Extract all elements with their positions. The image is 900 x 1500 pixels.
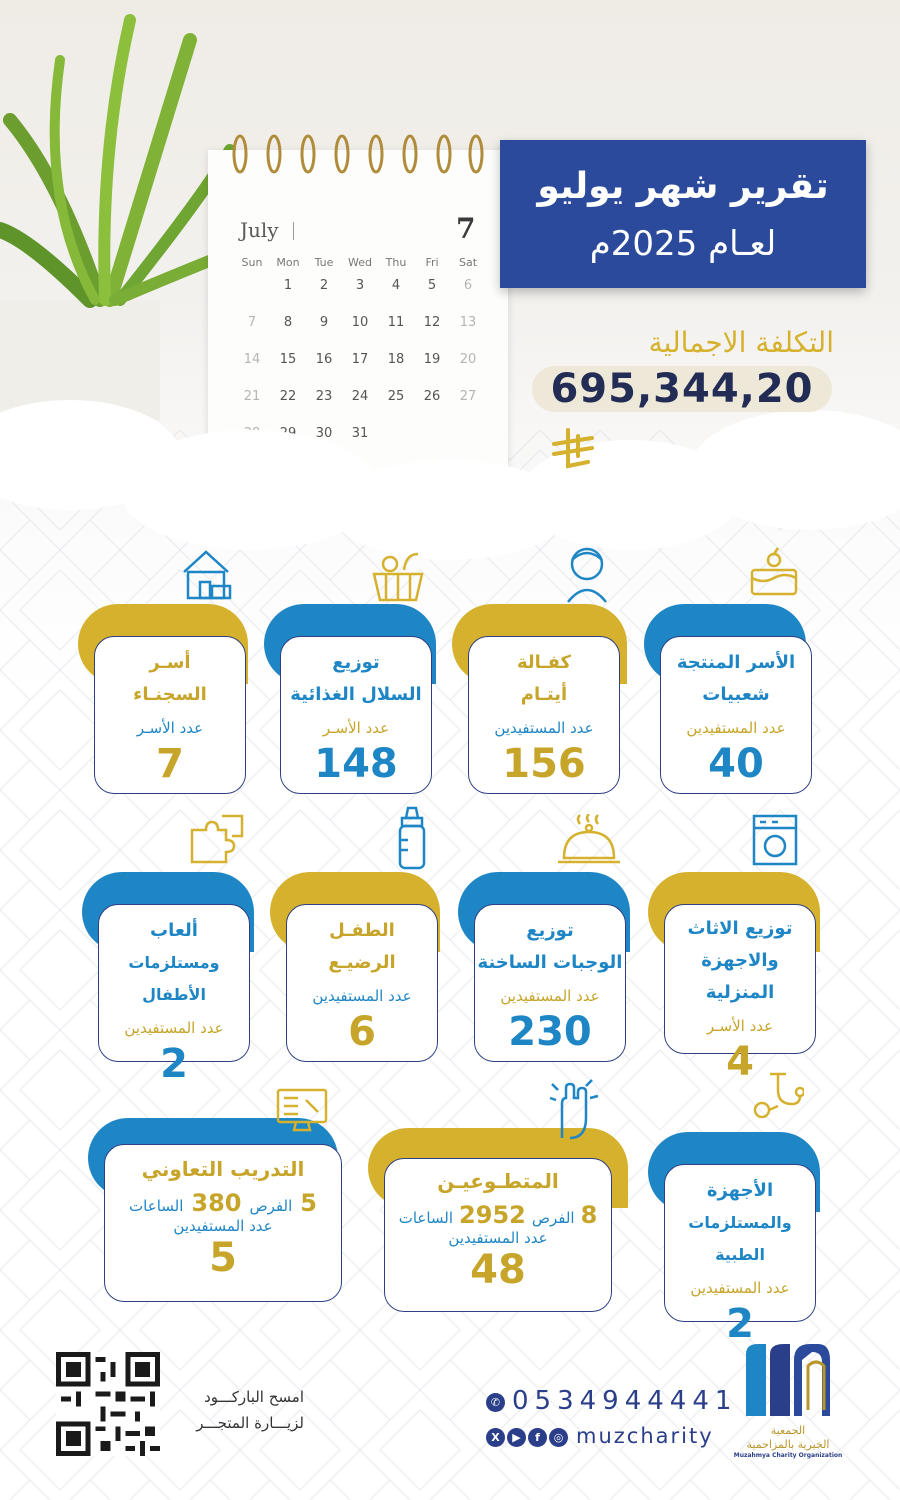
calendar-day: 4 [391,278,401,293]
card-front [94,636,246,794]
instagram-icon[interactable]: ◎ [549,1428,568,1447]
opps-label: الفرص [249,1197,293,1215]
qr-code[interactable] [56,1352,160,1456]
calendar-day [378,426,414,463]
card-subtitle: عدد المستفيدين [494,719,594,737]
calendar-day: 9 [319,315,329,330]
card-coop-training [88,1118,350,1318]
opps-value: 5 [300,1189,317,1217]
card-title: المتطـوعيـن [437,1169,559,1193]
calendar-week [234,389,504,426]
calendar-day: 31 [351,426,369,441]
card-value: 4 [726,1039,754,1085]
card-prisoner-families [78,604,260,804]
total-cost-label: التكلفة الاجمالية [648,326,834,359]
calendar-day: 15 [279,352,297,367]
card-hot-meals [458,872,640,1072]
calendar-week [234,315,504,352]
card-title: توزيع الاثاث [687,918,793,939]
card-title: السلال الغذائية [290,684,422,705]
hours-value: 2952 [459,1201,526,1229]
card-value: 5 [209,1235,237,1281]
calendar-day: 20 [459,352,477,367]
calendar-day: 12 [423,315,441,330]
card-medical [648,1132,830,1347]
card-front [384,1158,612,1312]
weekday: Tue [314,256,334,269]
card-subtitle: عدد المستفيدين [312,987,412,1005]
card-subtitle: عدد المستفيدين [500,987,600,1005]
calendar-day [450,426,486,463]
hours-value: 380 [191,1189,242,1217]
opps-value: 8 [580,1201,598,1229]
weekday: Fri [425,256,439,269]
org-logo [738,1340,838,1420]
card-front [286,904,438,1062]
hours-label: الساعات [129,1197,184,1215]
total-cost-value: 695,344,20 [550,366,814,412]
person-icon [564,542,610,604]
card-value: 148 [314,741,398,787]
calendar-day [414,426,450,463]
card-title: كفـالة [516,652,571,673]
calendar-weekdays [234,256,504,278]
stethoscope-icon [752,1070,804,1122]
calendar-month: July [240,218,279,242]
volunteers-stats [385,1201,611,1229]
card-title: السجنـاء [133,684,207,705]
social-handle[interactable]: muzcharity [576,1424,714,1448]
hours-label: الساعات [398,1209,454,1227]
card-front [104,1144,342,1302]
card-volunteers [368,1128,628,1328]
card-front [660,636,812,794]
calendar-rings [228,132,488,180]
calendar-day: 11 [387,315,405,330]
qr-caption-line1: امسح الباركـــود [204,1388,304,1406]
facebook-icon[interactable]: f [528,1428,547,1447]
card-value: 40 [708,741,764,787]
card-front [664,1164,816,1347]
card-productive-families [644,604,826,804]
card-subtitle: عدد المستفيدين [173,1217,273,1235]
card-title: توزيع [332,652,380,673]
card-subtitle: عدد المستفيدين [124,1019,224,1037]
calendar-divider [293,222,294,240]
card-subtitle: عدد الأسـر [322,719,390,737]
card-value: 7 [156,741,184,787]
calendar-day: 26 [423,389,441,404]
calendar-day: 25 [387,389,405,404]
card-orphans [452,604,634,804]
house-icon [180,546,232,602]
card-title: ألعاب [150,920,198,941]
card-furniture [648,872,830,1085]
whatsapp-icon[interactable]: ✆ [486,1393,505,1412]
plant-illustration [0,0,240,420]
weekday: Sun [241,256,263,269]
calendar-day: 17 [351,352,369,367]
card-value: 156 [502,741,586,787]
card-front [468,636,620,794]
opps-label: الفرص [531,1209,575,1227]
card-title: الوجبات الساخنة [477,952,623,973]
youtube-icon[interactable]: ▶ [507,1428,526,1447]
card-subtitle: عدد الأسـر [136,719,204,737]
card-title: والمستلزمات الطبية [688,1213,792,1264]
org-name-line1: الجمعية [770,1424,806,1437]
calendar-day: 5 [427,278,437,293]
card-subtitle: عدد المستفيدين [448,1229,548,1247]
card-value: 48 [470,1247,526,1293]
card-subtitle: عدد المستفيدين [686,719,786,737]
report-year: لعـام 2025م [589,224,777,264]
calendar-day: 18 [387,352,405,367]
org-name-english: Muzahmya Charity Organization [733,1452,843,1459]
calendar-week [234,352,504,389]
calendar-day: 1 [283,278,293,293]
card-front [98,904,250,1087]
qr-caption-line2: لزيـــارة المتجـــر [196,1414,304,1432]
calendar-day: 21 [243,389,261,404]
calendar-day: 27 [459,389,477,404]
weekday: Thu [385,256,407,269]
card-title: توزيع [526,920,574,941]
phone-number[interactable]: 0534944441 [512,1386,738,1416]
card-infant [270,872,452,1072]
card-title: ومستلزمات الأطفال [128,953,220,1004]
calendar-day [234,278,270,315]
x-icon[interactable]: X [486,1428,505,1447]
calendar-day: 10 [351,315,369,330]
card-value: 2 [726,1301,754,1347]
cake-icon [748,544,800,600]
card-subtitle: عدد الأسـر [706,1017,774,1035]
card-title: أسـر [149,652,191,673]
basket-icon [370,548,426,604]
calendar-day: 24 [351,389,369,404]
card-front [664,904,816,1085]
calendar-day: 2 [319,278,329,293]
card-title: الأسر المنتجة [676,652,796,673]
card-value: 2 [160,1041,188,1087]
puzzle-icon [186,810,248,868]
card-title: الأجهزة [706,1180,774,1201]
card-toys [82,872,264,1087]
card-front [474,904,626,1062]
card-front [280,636,432,794]
calendar-week [234,278,504,315]
report-title: تقرير شهر يوليو [537,166,829,207]
training-stats [105,1189,341,1217]
calendar-day: 30 [315,426,333,441]
card-title: الرضيـع [328,952,396,973]
calendar-day: 13 [459,315,477,330]
appliances-icon [750,812,800,868]
weekday: Mon [276,256,300,269]
riyal-icon [548,426,596,474]
calendar-big-day: 7 [456,212,476,245]
card-value: 230 [508,1009,592,1055]
cloche-icon [556,814,622,868]
calendar-day: 23 [315,389,333,404]
calendar-day: 3 [355,278,365,293]
calendar-day: 19 [423,352,441,367]
card-value: 6 [348,1009,376,1055]
computer-icon [274,1086,330,1134]
card-title: التدريب التعاوني [141,1157,305,1181]
card-title: الطفـل [329,920,395,941]
report-title-box [500,140,866,288]
calendar-day: 6 [463,278,473,293]
card-title: شعبيات [702,684,770,705]
card-subtitle: عدد المستفيدين [690,1279,790,1297]
hand-icon [546,1074,602,1140]
calendar-day: 22 [279,389,297,404]
card-title: والاجهزة المنزلية [701,950,779,1003]
org-name-line2: الخيرية بالمزاحمية [746,1438,830,1451]
calendar-day: 14 [243,352,261,367]
card-title: أيتـام [520,684,568,705]
card-food-baskets [264,604,446,804]
calendar-day: 7 [247,315,257,330]
calendar-day: 8 [283,315,293,330]
weekday: Wed [348,256,372,269]
weekday: Sat [458,256,478,269]
baby-bottle-icon [394,806,430,872]
calendar-day: 16 [315,352,333,367]
